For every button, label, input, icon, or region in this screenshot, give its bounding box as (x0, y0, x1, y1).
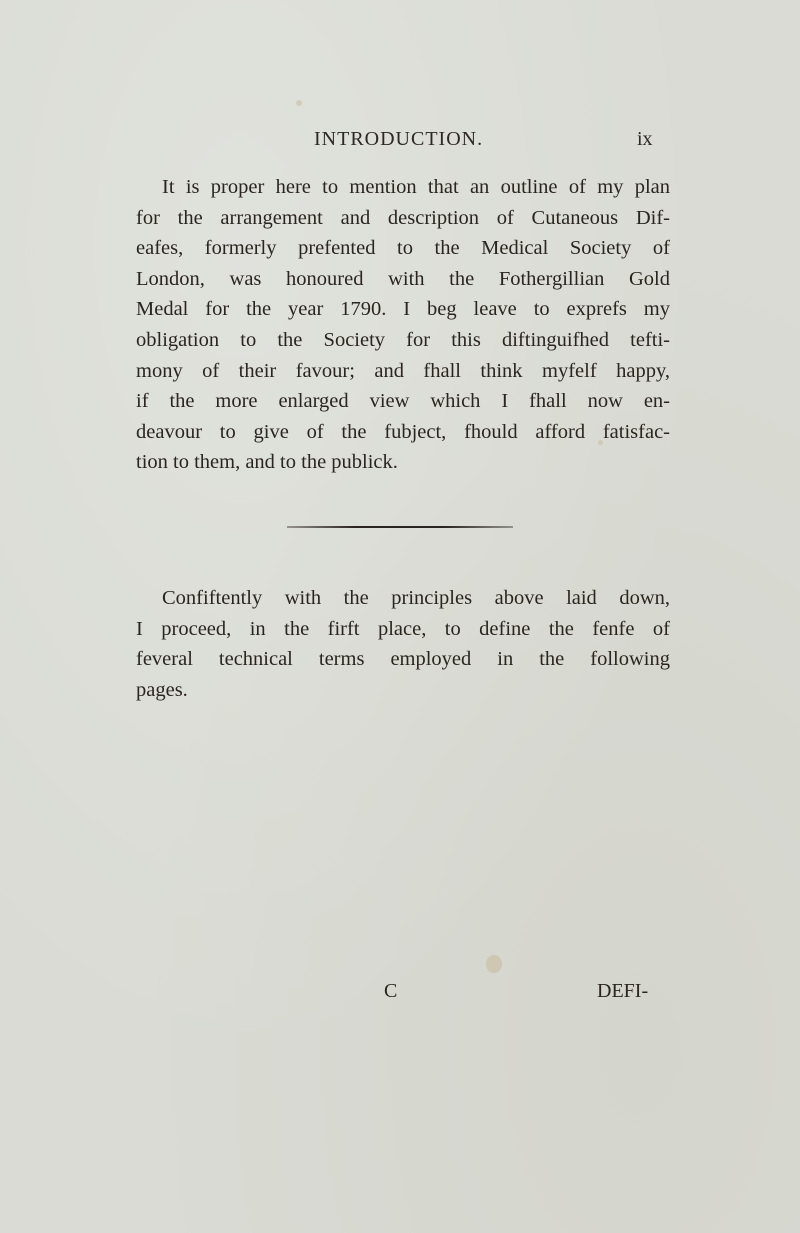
text-line: pages. (136, 678, 188, 701)
foxing-spot (486, 955, 502, 973)
signature-mark: C (384, 980, 398, 1002)
section-divider-rule (287, 526, 513, 528)
foxing-spot (296, 100, 302, 106)
text-line: Medal for the year 1790. I beg leave to exprefs my (136, 298, 670, 321)
text-line: tion to them, and to the publick. (136, 451, 398, 474)
text-line: if the more enlarged view which I fhall now en- (136, 390, 670, 413)
text-line: for the arrangement and description of Cutaneous Dif- (136, 206, 670, 229)
text-line: mony of their favour; and fhall think myfelf happy, (136, 359, 670, 382)
catchword: DEFI- (597, 980, 649, 1002)
text-line: It is proper here to mention that an outline of my plan (162, 176, 670, 198)
text-line: London, was honoured with the Fothergillian Gold (136, 267, 670, 290)
page-footer (0, 980, 800, 1012)
paragraph-definitions (136, 583, 670, 705)
paragraph-intro (136, 172, 670, 478)
text-line: Confiftently with the principles above laid down, (162, 587, 670, 609)
running-title: INTRODUCTION. (314, 128, 484, 150)
text-line: deavour to give of the fubject, fhould afford fatisfac- (136, 420, 670, 443)
page-number: ix (637, 128, 653, 150)
text-line: obligation to the Society for this diftinguifhed tefti- (136, 328, 670, 351)
running-header (0, 128, 800, 158)
text-line: eafes, formerly prefented to the Medical Society of (136, 237, 670, 260)
text-line: I proceed, in the firft place, to define the fenfe of (136, 617, 670, 640)
text-line: feveral technical terms employed in the following (136, 648, 670, 671)
